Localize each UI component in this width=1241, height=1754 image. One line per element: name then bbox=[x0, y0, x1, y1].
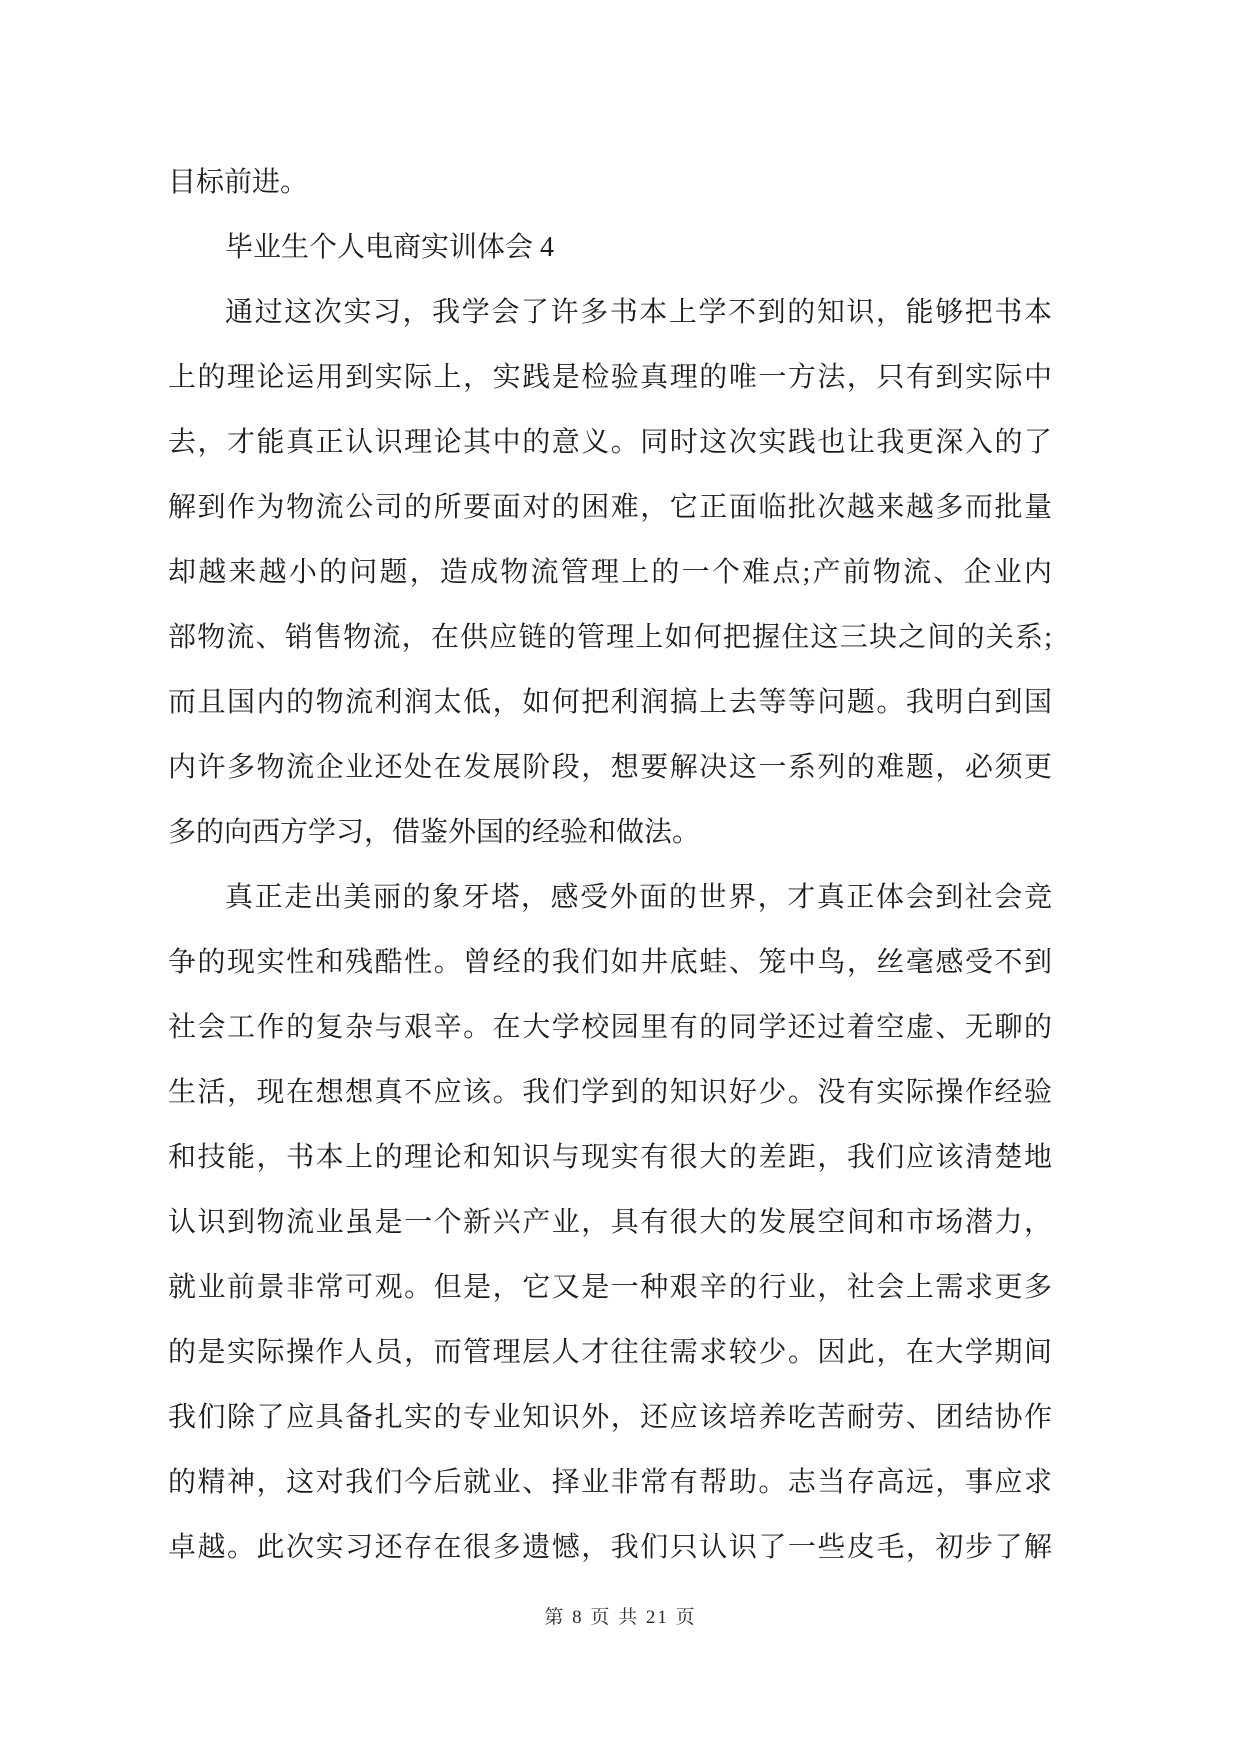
text-line: 部物流、销售物流，在供应链的管理上如何把握住这三块之间的关系; bbox=[168, 622, 1052, 653]
text-line: 而且国内的物流利润太低，如何把利润搞上去等等问题。我明白到国 bbox=[168, 687, 1052, 718]
text-line: 生活，现在想想真不应该。我们学到的知识好少。没有实际操作经验 bbox=[168, 1077, 1052, 1108]
text-line: 卓越。此次实习还存在很多遗憾，我们只认识了一些皮毛，初步了解 bbox=[168, 1532, 1052, 1563]
text-line: 我们除了应具备扎实的专业知识外，还应该培养吃苦耐劳、团结协作 bbox=[168, 1402, 1052, 1433]
text-line: 社会工作的复杂与艰辛。在大学校园里有的同学还过着空虚、无聊的 bbox=[168, 1012, 1052, 1043]
text-line: 去，才能真正认识理论其中的意义。同时这次实践也让我更深入的了 bbox=[168, 427, 1052, 458]
text-line: 却越来越小的问题，造成物流管理上的一个难点;产前物流、企业内 bbox=[168, 557, 1052, 588]
page-footer bbox=[0, 1598, 1241, 1638]
text-line: 就业前景非常可观。但是，它又是一种艰辛的行业，社会上需求更多 bbox=[168, 1272, 1052, 1303]
text-line: 毕业生个人电商实训体会 4 bbox=[225, 232, 555, 263]
text-line: 通过这次实习，我学会了许多书本上学不到的知识，能够把书本 bbox=[225, 297, 1052, 328]
text-line: 解到作为物流公司的所要面对的困难，它正面临批次越来越多而批量 bbox=[168, 492, 1052, 523]
text-line: 目标前进。 bbox=[168, 167, 309, 198]
text-line: 上的理论运用到实际上，实践是检验真理的唯一方法，只有到实际中 bbox=[168, 362, 1052, 393]
text-line: 的是实际操作人员，而管理层人才往往需求较少。因此，在大学期间 bbox=[168, 1337, 1052, 1368]
text-line: 和技能，书本上的理论和知识与现实有很大的差距，我们应该清楚地 bbox=[168, 1142, 1052, 1173]
page-number: 第 8 页 共 21 页 bbox=[544, 1607, 697, 1628]
text-line: 的精神，这对我们今后就业、择业非常有帮助。志当存高远，事应求 bbox=[168, 1467, 1052, 1498]
text-line: 内许多物流企业还处在发展阶段，想要解决这一系列的难题，必须更 bbox=[168, 752, 1052, 783]
text-line: 多的向西方学习，借鉴外国的经验和做法。 bbox=[168, 817, 701, 848]
document-body bbox=[168, 150, 1052, 1580]
text-line: 真正走出美丽的象牙塔，感受外面的世界，才真正体会到社会竞 bbox=[225, 882, 1052, 913]
text-line: 认识到物流业虽是一个新兴产业，具有很大的发展空间和市场潜力， bbox=[168, 1207, 1052, 1238]
text-line: 争的现实性和残酷性。曾经的我们如井底蛙、笼中鸟，丝毫感受不到 bbox=[168, 947, 1052, 978]
